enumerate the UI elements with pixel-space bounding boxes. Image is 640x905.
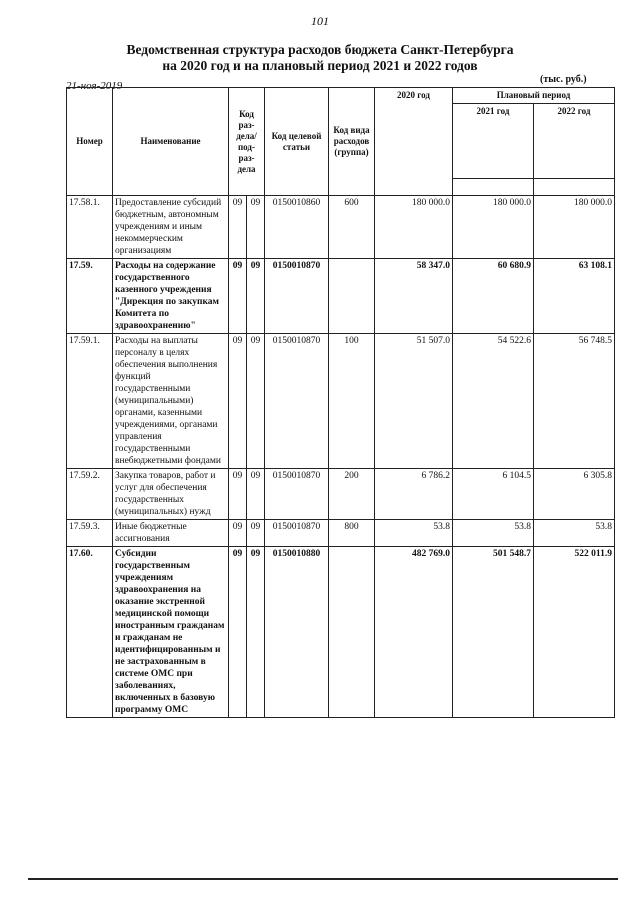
row-amount-2021: 60 680.9 — [453, 259, 534, 334]
row-name: Предоставление субсидий бюджетным, автономным учреждениям и иным некоммерческим организациям — [113, 196, 229, 259]
row-number: 17.59. — [67, 259, 113, 334]
row-subsection-code: 09 — [247, 334, 265, 469]
page-number: 101 — [311, 14, 329, 28]
row-number: 17.59.2. — [67, 469, 113, 520]
header-number: Номер — [67, 88, 113, 196]
row-amount-2022: 56 748.5 — [534, 334, 615, 469]
row-target-code: 0150010870 — [265, 469, 329, 520]
budget-table — [66, 87, 615, 718]
row-amount-2020: 6 786.2 — [375, 469, 453, 520]
table-row — [67, 259, 615, 334]
row-number: 17.59.3. — [67, 520, 113, 547]
header-expense-type: Код вида расходов (группа) — [329, 88, 375, 196]
header-2021: 2021 год — [453, 104, 534, 179]
row-amount-2020: 58 347.0 — [375, 259, 453, 334]
table-row — [67, 469, 615, 520]
header-spacer — [453, 179, 534, 196]
table-row — [67, 547, 615, 718]
row-target-code: 0150010880 — [265, 547, 329, 718]
header-section: Код раз-дела/ под-раз-дела — [229, 88, 265, 196]
header-2022: 2022 год — [534, 104, 615, 179]
table-row — [67, 520, 615, 547]
header-target: Код целевой статьи — [265, 88, 329, 196]
row-number: 17.60. — [67, 547, 113, 718]
row-subsection-code: 09 — [247, 469, 265, 520]
row-amount-2022: 180 000.0 — [534, 196, 615, 259]
row-amount-2020: 53.8 — [375, 520, 453, 547]
row-amount-2022: 63 108.1 — [534, 259, 615, 334]
row-expense-type: 600 — [329, 196, 375, 259]
row-number: 17.59.1. — [67, 334, 113, 469]
row-section-code: 09 — [229, 469, 247, 520]
row-expense-type — [329, 259, 375, 334]
row-name: Расходы на выплаты персоналу в целях обеспечения выполнения функций государственными (муниципальными) органами, казенными учреждениями, органами управления государственными внебюджетными фондами — [113, 334, 229, 469]
title-line-2: на 2020 год и на плановый период 2021 и 2022 годов — [162, 58, 478, 73]
row-number: 17.58.1. — [67, 196, 113, 259]
row-section-code: 09 — [229, 547, 247, 718]
header-name: Наименование — [113, 88, 229, 196]
header-2020: 2020 год — [375, 88, 453, 196]
row-amount-2022: 53.8 — [534, 520, 615, 547]
row-target-code: 0150010860 — [265, 196, 329, 259]
row-target-code: 0150010870 — [265, 334, 329, 469]
row-name: Расходы на содержание государственного казенного учреждения "Дирекция по закупкам Комитета по здравоохранению" — [113, 259, 229, 334]
row-section-code: 09 — [229, 259, 247, 334]
header-planned-period: Плановый период — [453, 88, 615, 104]
row-amount-2022: 522 011.9 — [534, 547, 615, 718]
table-row — [67, 334, 615, 469]
row-expense-type: 200 — [329, 469, 375, 520]
row-amount-2022: 6 305.8 — [534, 469, 615, 520]
row-name: Субсидии государственным учреждениям здравоохранения на оказание экстренной медицинской помощи иностранным гражданам и гражданам не идентифицированным и не застрахованным в системе ОМС при заболеваниях, включенных в базовую программу ОМС — [113, 547, 229, 718]
bottom-rule — [28, 878, 618, 880]
title-line-1: Ведомственная структура расходов бюджета Санкт-Петербурга — [126, 42, 514, 57]
row-amount-2021: 54 522.6 — [453, 334, 534, 469]
row-expense-type — [329, 547, 375, 718]
row-amount-2020: 51 507.0 — [375, 334, 453, 469]
row-subsection-code: 09 — [247, 520, 265, 547]
row-amount-2020: 482 769.0 — [375, 547, 453, 718]
document-title — [0, 42, 640, 74]
row-target-code: 0150010870 — [265, 259, 329, 334]
row-section-code: 09 — [229, 196, 247, 259]
table-row — [67, 196, 615, 259]
units-label: (тыс. руб.) — [540, 74, 587, 85]
row-section-code: 09 — [229, 334, 247, 469]
row-amount-2021: 501 548.7 — [453, 547, 534, 718]
row-expense-type: 800 — [329, 520, 375, 547]
row-subsection-code: 09 — [247, 196, 265, 259]
row-expense-type: 100 — [329, 334, 375, 469]
row-section-code: 09 — [229, 520, 247, 547]
row-target-code: 0150010870 — [265, 520, 329, 547]
row-amount-2021: 6 104.5 — [453, 469, 534, 520]
row-amount-2020: 180 000.0 — [375, 196, 453, 259]
row-name: Иные бюджетные ассигнования — [113, 520, 229, 547]
row-subsection-code: 09 — [247, 259, 265, 334]
row-amount-2021: 53.8 — [453, 520, 534, 547]
document-date: 21-ноя-2019 — [66, 80, 123, 92]
row-subsection-code: 09 — [247, 547, 265, 718]
row-amount-2021: 180 000.0 — [453, 196, 534, 259]
header-spacer — [534, 179, 615, 196]
row-name: Закупка товаров, работ и услуг для обеспечения государственных (муниципальных) нужд — [113, 469, 229, 520]
